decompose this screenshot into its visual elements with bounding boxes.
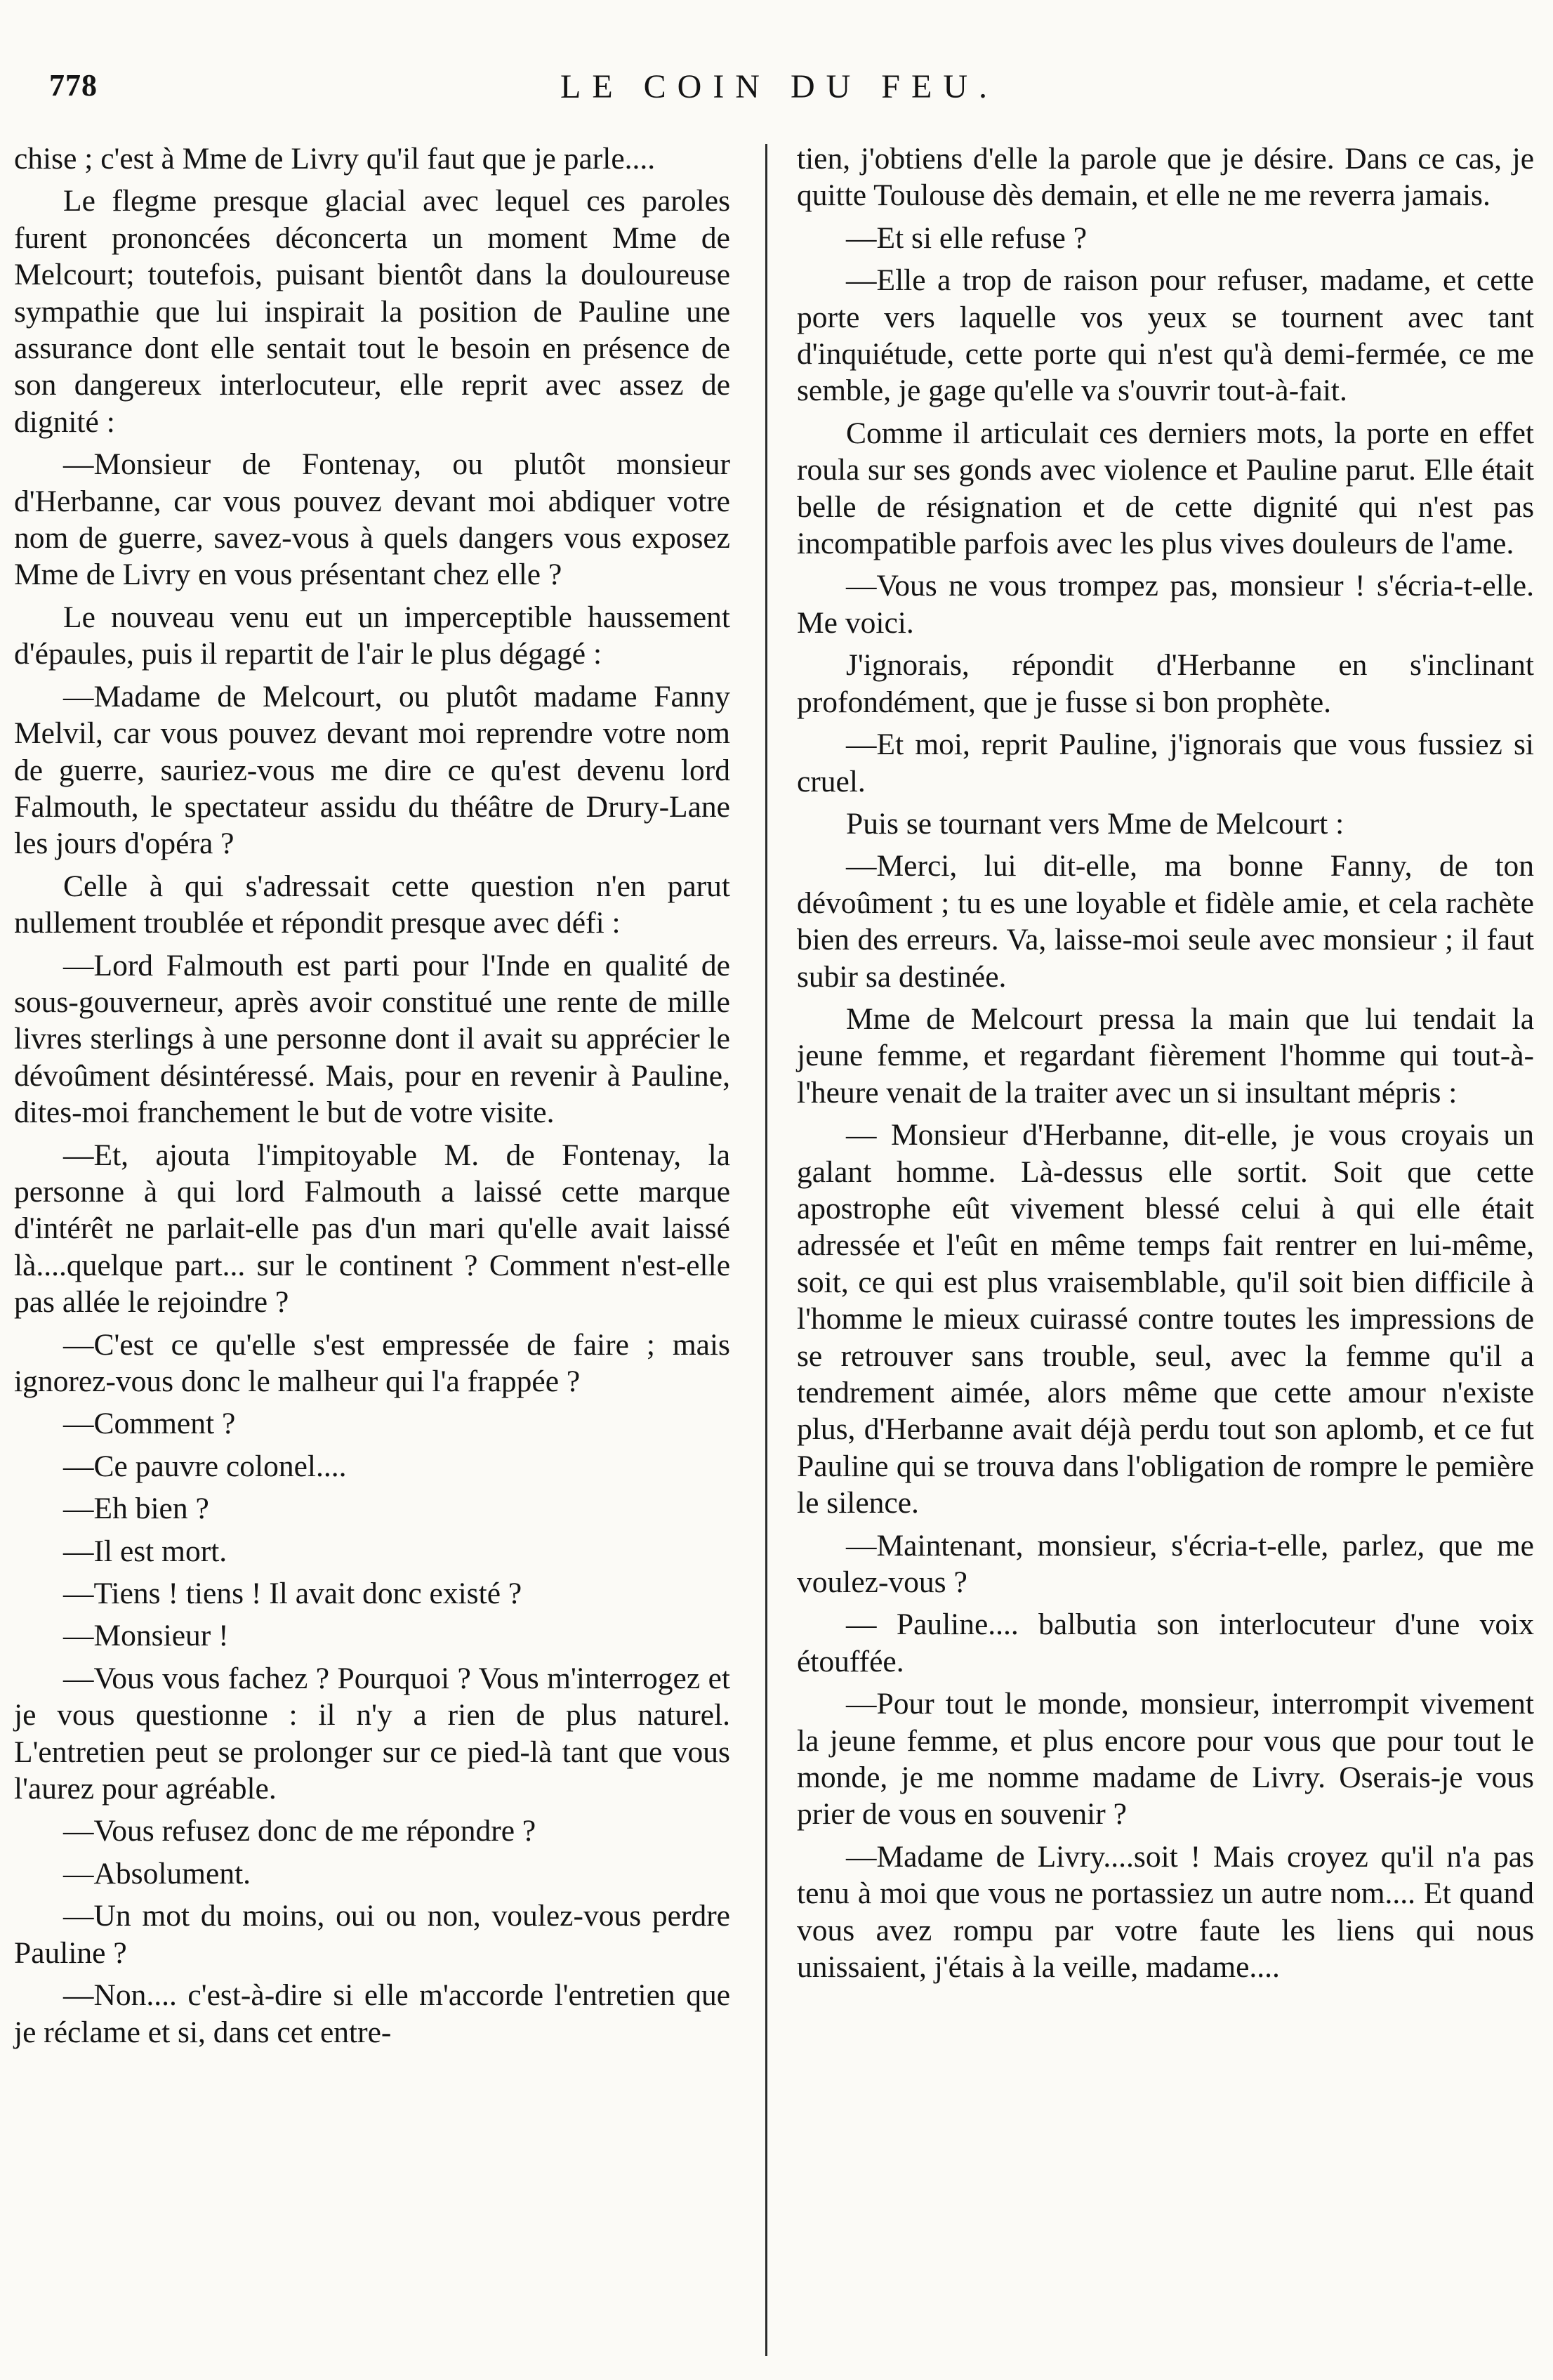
- left-column: [14, 140, 730, 2056]
- paragraph: —Ce pauvre colonel....: [63, 1449, 347, 1483]
- paragraph: Celle à qui s'adressait cette question n'en parut nullement troublée et répondit presque avec défi :: [14, 869, 730, 940]
- paragraph: Puis se tournant vers Mme de Melcourt :: [846, 806, 1344, 841]
- paragraph: —Comment ?: [63, 1407, 236, 1441]
- paragraph: —Maintenant, monsieur, s'écria-t-elle, parlez, que me voulez-vous ?: [797, 1528, 1534, 1600]
- paragraph: —Et si elle refuse ?: [846, 221, 1088, 255]
- paragraph: Mme de Melcourt pressa la main que lui tendait la jeune femme, et regardant fièrement l'homme qui tout-à-l'heure venait de la traiter avec un si insultant mépris :: [797, 1001, 1534, 1110]
- paragraph: —Et moi, reprit Pauline, j'ignorais que vous fussiez si cruel.: [797, 728, 1534, 798]
- paragraph: — Monsieur d'Herbanne, dit-elle, je vous croyais un galant homme. Là-dessus elle sortit. Soit que cette apostrophe eût vivement blessé celui à qui elle était adressée et l'eût en même temps fait rentrer en lui-même, soit, ce qui est plus vraisemblable, qu'il soit bien difficile à l'homme le mieux cuirassé contre toutes les impressions de se retrouver sans trouble, seul, avec la femme qu'il a tendrement aimée, alors même que cette amour n'existe plus, d'Herbanne avait déjà perdu tout son aplomb, et ce fut Pauline qui se trouva dans l'obligation de rompre le pemière le silence.: [797, 1118, 1534, 1520]
- paragraph: — Pauline.... balbutia son interlocuteur d'une voix étouffée.: [797, 1608, 1534, 1678]
- paragraph: —Madame de Melcourt, ou plutôt madame Fanny Melvil, car vous pouvez devant moi reprendre votre nom de guerre, sauriez-vous me dire ce qu'est devenu lord Falmouth, le spectateur assidu du théâtre de Drury-Lane les jours d'opéra ?: [14, 679, 730, 861]
- paragraph: —Elle a trop de raison pour refuser, madame, et cette porte vers laquelle vos yeux se tournent avec tant d'inquiétude, cette porte qui n'est qu'à demi-fermée, ce me semble, je gage qu'elle va s'ouvrir tout-à-fait.: [797, 263, 1534, 408]
- paragraph: —Pour tout le monde, monsieur, interrompit vivement la jeune femme, et plus encore pour vous que pour tout le monde, je me nomme madame de Livry. Oserais-je vous prier de vous en souvenir ?: [797, 1687, 1534, 1832]
- paragraph: —Vous refusez donc de me répondre ?: [63, 1814, 536, 1848]
- paragraph: —Tiens ! tiens ! Il avait donc existé ?: [63, 1577, 522, 1611]
- paragraph: J'ignorais, répondit d'Herbanne en s'inclinant profondément, que je fusse si bon prophète.: [797, 648, 1534, 719]
- paragraph: —Absolument.: [63, 1856, 251, 1891]
- paragraph: —Vous vous fachez ? Pourquoi ? Vous m'interrogez et je vous questionne : il n'y a rien de plus naturel. L'entretien peut se prolonger sur ce pied-là tant que vous l'aurez pour agréable.: [14, 1661, 730, 1806]
- paragraph: —Et, ajouta l'impitoyable M. de Fontenay, la personne à qui lord Falmouth a laissé cette marque d'intérêt ne parlait-elle pas d'un mari qu'elle avait laissé là....quelque part... sur le continent ? Comment n'est-elle pas allée le rejoindre ?: [14, 1138, 730, 1320]
- paragraph: —Non.... c'est-à-dire si elle m'accorde l'entretien que je réclame et si, dans cet entre-: [14, 1978, 730, 2049]
- paragraph: Comme il articulait ces derniers mots, la porte en effet roula sur ses gonds avec violence et Pauline parut. Elle était belle de résignation et de cette dignité qui n'est pas incompatible parfois avec les plus vives douleurs de l'ame.: [797, 416, 1534, 561]
- page-header: [49, 67, 1509, 110]
- paragraph: —Il est mort.: [63, 1534, 227, 1568]
- running-title: LE COIN DU FEU.: [560, 68, 998, 105]
- paragraph: —Un mot du moins, oui ou non, voulez-vous perdre Pauline ?: [14, 1899, 730, 1970]
- paragraph: —Monsieur !: [63, 1619, 229, 1653]
- paragraph: —Merci, lui dit-elle, ma bonne Fanny, de ton dévoûment ; tu es une loyable et fidèle amie, et cela rachète bien des erreurs. Va, laisse-moi seule avec monsieur ; il faut subir sa destinée.: [797, 849, 1534, 994]
- right-column: [797, 140, 1534, 1992]
- column-divider: [765, 144, 767, 2356]
- paragraph: chise ; c'est à Mme de Livry qu'il faut que je parle....: [14, 142, 656, 176]
- paragraph: —C'est ce qu'elle s'est empressée de faire ; mais ignorez-vous donc le malheur qui l'a frappée ?: [14, 1327, 730, 1398]
- paragraph: —Lord Falmouth est parti pour l'Inde en qualité de sous-gouverneur, après avoir constitué une rente de mille livres sterlings à une personne dont il avait su apprécier le dévoûment désintéressé. Mais, pour en revenir à Pauline, dites-moi franchement le but de votre visite.: [14, 948, 730, 1130]
- paragraph: Le flegme presque glacial avec lequel ces paroles furent prononcées déconcerta un moment Mme de Melcourt; toutefois, puisant bientôt dans la douloureuse sympathie que lui inspirait la position de Pauline une assurance dont elle sentait tout le besoin en présence de son dangereux interlocuteur, elle reprit avec assez de dignité :: [14, 184, 730, 439]
- paragraph: tien, j'obtiens d'elle la parole que je désire. Dans ce cas, je quitte Toulouse dès demain, et elle ne me reverra jamais.: [797, 142, 1534, 213]
- paragraph: —Vous ne vous trompez pas, monsieur ! s'écria-t-elle. Me voici.: [797, 569, 1534, 640]
- page-number: 778: [49, 68, 98, 103]
- paragraph: —Eh bien ?: [63, 1492, 209, 1526]
- paragraph: Le nouveau venu eut un imperceptible haussement d'épaules, puis il repartit de l'air le plus dégagé :: [14, 600, 730, 671]
- paragraph: —Madame de Livry....soit ! Mais croyez qu'il n'a pas tenu à moi que vous ne portassiez un autre nom.... Et quand vous avez rompu par votre faute les liens qui nous unissaient, j'étais à la veille, madame....: [797, 1839, 1534, 1985]
- paragraph: —Monsieur de Fontenay, ou plutôt monsieur d'Herbanne, car vous pouvez devant moi abdiquer votre nom de guerre, savez-vous à quels dangers vous exposez Mme de Livry en vous présentant chez elle ?: [14, 447, 730, 592]
